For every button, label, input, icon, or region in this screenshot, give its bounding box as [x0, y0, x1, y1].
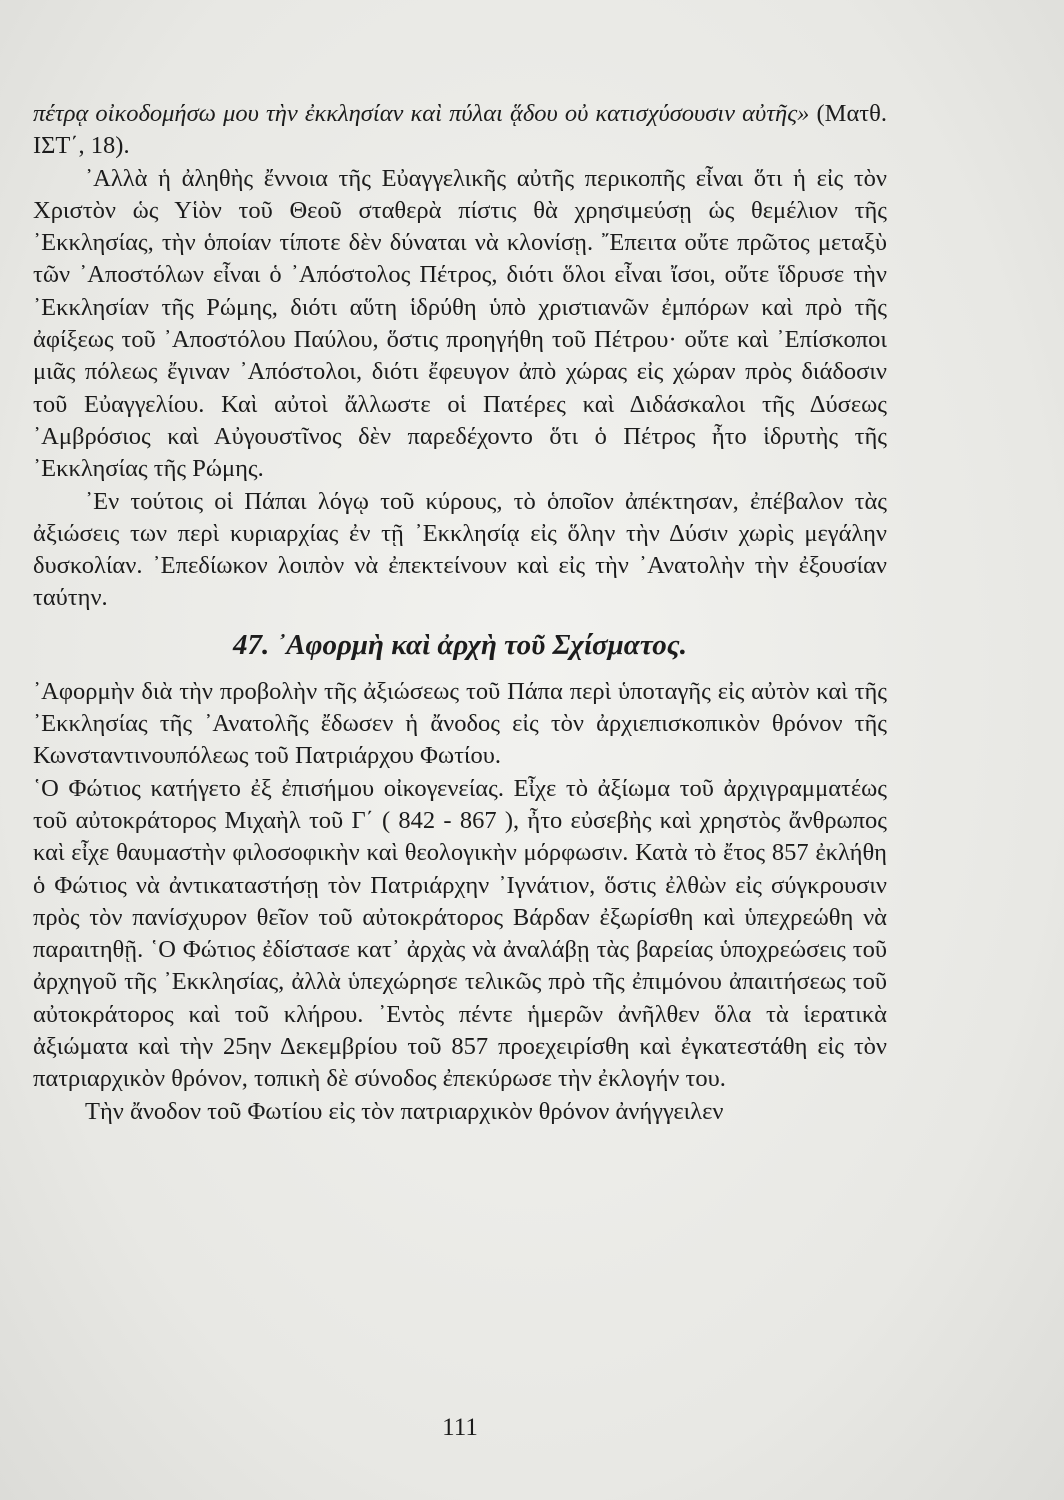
paragraph-4: ῾Ο Φώτιος κατήγετο ἐξ ἐπισήμου οἰκογενείας. Εἶχε τὸ ἀξίωμα τοῦ ἀρχιγραμματέως τοῦ αὐτοκράτορος Μιχαὴλ τοῦ Γ΄ ( 842 - 867 ), ἦτο εὐσεβὴς καὶ χρηστὸς ἄνθρωπος καὶ εἶχε θαυμαστὴν φιλοσοφικὴν καὶ θεολογικὴν μόρφωσιν. Κατὰ τὸ ἔτος 857 ἐκλήθη ὁ Φώτιος νὰ ἀντικαταστήσῃ τὸν Πατριάρχην ᾿Ιγνάτιον, ὅστις ἐλθὼν εἰς σύγκρουσιν πρὸς τὸν πανίσχυρον θεῖον τοῦ αὐτοκράτορος Βάρδαν ἐξωρίσθη καὶ ὑπεχρεώθη νὰ παραιτηθῇ. ῾Ο Φώτιος ἐδίστασε κατ᾿ ἀρχὰς νὰ ἀναλάβῃ τὰς βαρείας ὑποχρεώσεις τοῦ ἀρχηγοῦ τῆς ᾿Εκκλησίας, ἀλλὰ ὑπεχώρησε τελικῶς πρὸ τῆς ἐπιμόνου ἀπαιτήσεως τοῦ αὐτοκράτορος καὶ τοῦ κλήρου. ᾿Εντὸς πέντε ἡμερῶν ἀνῆλθεν ὅλα τὰ ἱερατικὰ ἀξιώματα καὶ τὴν 25ην Δεκεμβρίου τοῦ 857 προεχειρίσθη καὶ ἐγκατεστάθη εἰς τὸν πατριαρχικὸν θρόνον, τοπικὴ δὲ σύνοδος ἐπεκύρωσε τὴν ἐκλογήν του. — [33, 774, 887, 1093]
citation: (Ματθ. ΙΣΤ΄, 18). — [33, 100, 887, 160]
paragraph-5: Τὴν ἄνοδον τοῦ Φωτίου εἰς τὸν πατριαρχικὸν θρόνον ἀνήγγειλεν — [85, 1097, 724, 1125]
paragraph-2: ᾿Εν τούτοις οἱ Πάπαι λόγῳ τοῦ κύρους, τὸ ὁποῖον ἀπέκτησαν, ἐπέβαλον τὰς ἀξιώσεις των περὶ κυριαρχίας ἐν τῇ ᾿Εκκλησίᾳ εἰς ὅλην τὴν Δύσιν χωρὶς μεγάλην δυσκολίαν. ᾿Επεδίωκον λοιπὸν νὰ ἐπεκτείνουν καὶ εἰς τὴν ᾿Ανατολὴν τὴν ἐξουσίαν ταύτην. — [33, 487, 887, 612]
section-heading: 47. ᾿Αφορμὴ καὶ ἀρχὴ τοῦ Σχίσματος. — [233, 628, 687, 661]
page-number: 111 — [442, 1414, 478, 1441]
paragraph-3: ᾿Αφορμὴν διὰ τὴν προβολὴν τῆς ἀξιώσεως τοῦ Πάπα περὶ ὑποταγῆς εἰς αὐτὸν καὶ τῆς ᾿Εκκλησίας τῆς ᾿Ανατολῆς ἔδωσεν ἡ ἄνοδος εἰς τὸν ἀρχιεπισκοπικὸν θρόνον τῆς Κωνσταντινουπόλεως τοῦ Πατριάρχου Φωτίου. — [33, 677, 887, 770]
opening-paragraph — [33, 98, 887, 163]
quotation-italic: πέτρᾳ οἰκοδομήσω μου τὴν ἐκκλησίαν καὶ πύλαι ᾅδου οὐ κατισχύσουσιν αὐτῆς» — [33, 100, 810, 127]
body-text — [33, 98, 887, 1128]
paragraph-1: ᾿Αλλὰ ἡ ἀληθὴς ἔννοια τῆς Εὐαγγελικῆς αὐτῆς περικοπῆς εἶναι ὅτι ἡ εἰς τὸν Χριστὸν ὡς Υἱὸν τοῦ Θεοῦ σταθερὰ πίστις θὰ χρησιμεύσῃ ὡς θεμέλιον τῆς ᾿Εκκλησίας, τὴν ὁποίαν τίποτε δὲν δύναται νὰ κλονίσῃ. ῎Επειτα οὔτε πρῶτος μεταξὺ τῶν ᾿Αποστόλων εἶναι ὁ ᾿Απόστολος Πέτρος, διότι ὅλοι εἶναι ἴσοι, οὔτε ἵδρυσε τὴν ᾿Εκκλησίαν τῆς Ρώμης, διότι αὕτη ἱδρύθη ὑπὸ χριστιανῶν ἐμπόρων καὶ πρὸ τῆς ἀφίξεως τοῦ ᾿Αποστόλου Παύλου, ὅστις προηγήθη τοῦ Πέτρου· οὔτε καὶ ᾿Επίσκοποι μιᾶς πόλεως ἔγιναν ᾿Απόστολοι, διότι ἔφευγον ἀπὸ χώρας εἰς χώραν πρὸς διάδοσιν τοῦ Εὐαγγελίου. Καὶ αὐτοὶ ἄλλωστε οἱ Πατέρες καὶ Διδάσκαλοι τῆς Δύσεως ᾿Αμβρόσιος καὶ Αὐγουστῖνος δὲν παρεδέχοντο ὅτι ὁ Πέτρος ἦτο ἱδρυτὴς τῆς ᾿Εκκλησίας τῆς Ρώμης. — [33, 164, 887, 483]
